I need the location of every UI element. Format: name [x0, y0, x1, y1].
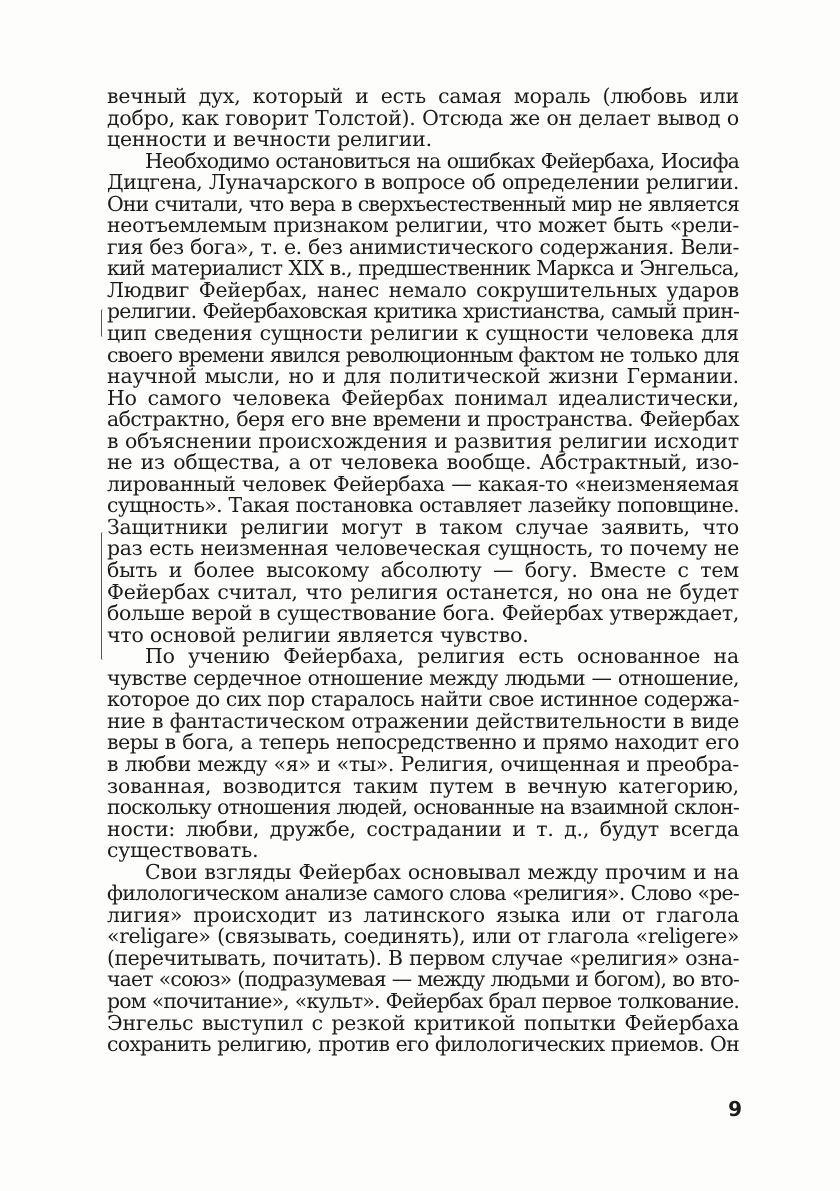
text-line: чает «союз» (подразумевая — между людьми и богом), во вто- [107, 967, 739, 992]
text-line: поскольку отношения людей, основанные на взаимной склон- [107, 795, 739, 820]
text-line: не из общества, а от человека вообще. Абстрактный, изо- [107, 450, 739, 475]
text-line: зованная, возводится таким путем в вечную категорию, [107, 773, 739, 798]
text-line: ности: любви, дружбе, сострадании и т. д., будут всегда [107, 816, 739, 841]
text-line: лированный человек Фейербаха — какая-то «неизменяемая [107, 471, 739, 496]
text-line: своего времени явился революционным фактом не только для [107, 342, 739, 367]
text-line: в любви между «я» и «ты». Религия, очищенная и преобра- [107, 751, 739, 776]
text-line: чувстве сердечное отношение между людьми — отношение, [107, 665, 739, 690]
text-line: Необходимо остановиться на ошибках Фейербаха, Иосифа [145, 148, 739, 173]
text-line: существовать. [107, 838, 259, 863]
margin-pencil-mark [101, 309, 105, 337]
text-line: Но самого человека Фейербах понимал идеалистически, [107, 385, 739, 410]
text-line: филологическом анализе самого слова «религия». Слово «ре- [107, 881, 739, 906]
body-text [107, 86, 739, 1056]
text-line: больше верой в существование бога. Фейербах утверждает, [107, 601, 739, 626]
text-line: Энгельс выступил с резкой критикой попытки Фейербаха [107, 1010, 739, 1035]
text-line: что основой религии является чувство. [107, 622, 529, 647]
text-line: лигия» происходит из латинского языка или от глагола [107, 902, 739, 927]
text-line: вечный дух, который и есть самая мораль (любовь или [107, 84, 739, 108]
text-line: гия без бога», т. е. без анимистического содержания. Вели- [107, 234, 739, 259]
page-number: 9 [728, 1097, 742, 1121]
text-line: Дицгена, Луначарского в вопросе об определении религии. [107, 170, 739, 195]
text-line: Защитники религии могут в таком случае заявить, что [107, 514, 739, 539]
text-line: кий материалист XIX в., предшественник Маркса и Энгельса, [107, 256, 739, 281]
text-line: ром «почитание», «культ». Фейербах брал первое толкование. [107, 988, 739, 1013]
text-line: Они считали, что вера в сверхъестественный мир не является [107, 191, 739, 216]
text-line: абстрактно, беря его вне времени и пространства. Фейербах [107, 407, 739, 432]
text-line: научной мысли, но и для политической жизни Германии. [107, 364, 739, 389]
text-line: сущность». Такая постановка оставляет лазейку поповщине. [107, 493, 739, 518]
text-line: добро, как говорит Толстой). Отсюда же он делает вывод о [107, 105, 739, 130]
text-line: раз есть неизменная человеческая сущность, то почему не [107, 536, 739, 561]
text-line: (перечитывать, почитать). В первом случае «религия» озна- [107, 945, 739, 970]
text-line: Свои взгляды Фейербах основывал между прочим и на [145, 859, 739, 884]
text-line: Фейербах считал, что религия останется, но она не будет [107, 579, 739, 604]
text-line: По учению Фейербаха, религия есть основанное на [145, 644, 739, 669]
text-line: цип сведения сущности религии к сущности человека для [107, 321, 739, 346]
text-line: ние в фантастическом отражении действительности в виде [107, 708, 739, 733]
text-line: ценности и вечности религии. [107, 127, 432, 152]
margin-pencil-mark [101, 532, 105, 660]
text-line: веры в бога, а теперь непосредственно и прямо находит его [107, 730, 739, 755]
text-line: сохранить религию, против его филологических приемов. Он [107, 1032, 739, 1057]
text-line: «religare» (связывать, соединять), или от глагола «religere» [107, 924, 739, 949]
text-line: быть и более высокому абсолюту — богу. Вместе с тем [107, 558, 739, 583]
text-line: религии. Фейербаховская критика христианства, самый прин- [107, 299, 739, 324]
text-line: которое до сих пор старалось найти свое истинное содержа- [107, 687, 739, 712]
text-line: неотъемлемым признаком религии, что может быть «рели- [107, 213, 739, 238]
text-line: в объяснении происхождения и развития религии исходит [107, 428, 739, 453]
text-line: Людвиг Фейербах, нанес немало сокрушительных ударов [107, 277, 739, 302]
